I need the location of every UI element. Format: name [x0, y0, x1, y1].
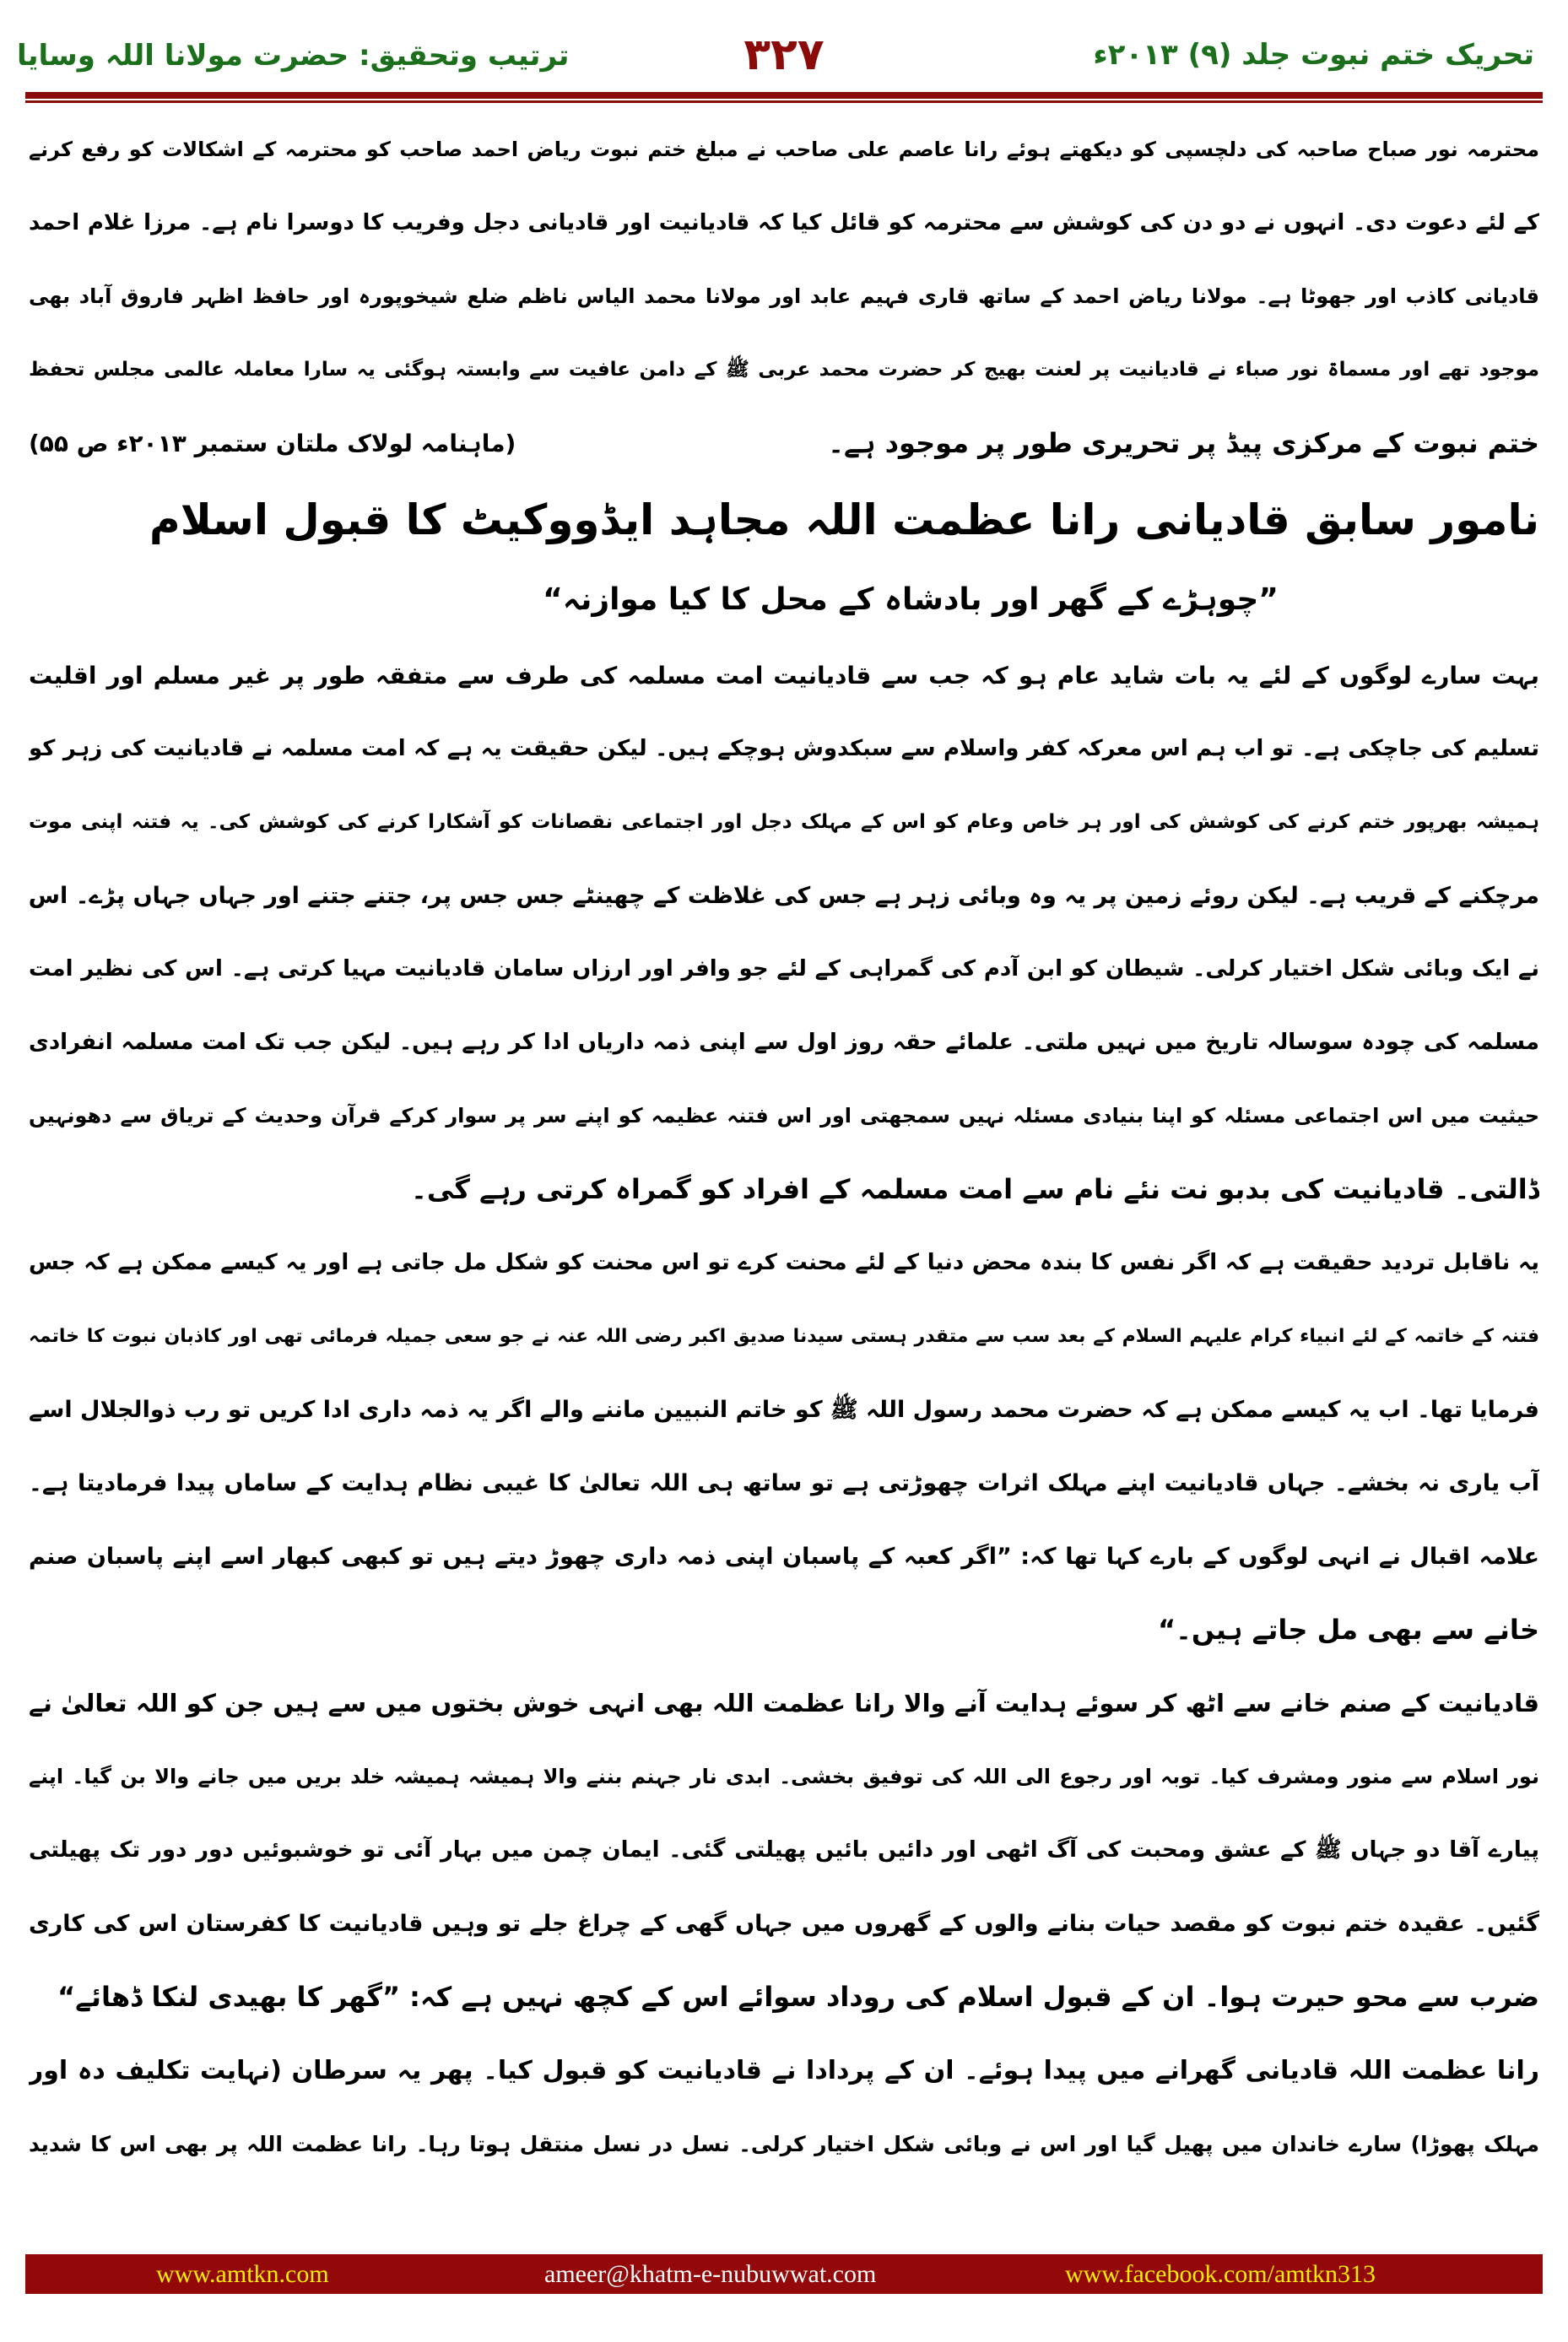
page-number: ۳۲۷ [743, 30, 825, 80]
text-line: رانا عظمت اللہ قادیانی گھرانے میں پیدا ہوئے۔ ان کے پردادا نے قادیانیت کو قبول کیا۔ پھر یہ سرطان (نہایت تکلیف دہ اور [29, 2056, 1539, 2085]
text-line: محترمہ نور صباح صاحبہ کی دلچسپی کو دیکھتے ہوئے رانا عاصم علی صاحب نے مبلغ ختم نبوت ریاض احمد صاحب کو محترمہ کے اشکالات کو رفع کرنے [29, 138, 1539, 161]
paragraph [29, 639, 1539, 1226]
text-line: فرمایا تھا۔ اب یہ کیسے ممکن ہے کہ حضرت محمد رسول اللہ ﷺ کو خاتم النبیین ماننے والے اگر یہ ذمہ داری ادا کریں تو رب ذوالجلال اسے [29, 1397, 1539, 1423]
book-title: تحریک ختم نبوت جلد (۹) ۲۰۱۳ء [1093, 38, 1534, 72]
text-line: حیثیت میں اس اجتماعی مسئلہ کو اپنا بنیادی مسئلہ نہیں سمجھتی اور اس فتنہ عظیمہ کو اپنے سر پر سوار کرکے قرآن وحدیث کے تریاق سے دھونہیں [29, 1104, 1539, 1128]
text-line: نور اسلام سے منور ومشرف کیا۔ توبہ اور رجوع الی اللہ کی توفیق بخشی۔ ابدی نار جہنم بننے والا ہمیشہ ہمیشہ خلد بریں میں جانے والا بن گیا۔ اپنے [29, 1765, 1539, 1788]
intro-paragraph [29, 113, 1539, 480]
source-citation: (ماہنامہ لولاک ملتان ستمبر ۲۰۱۳ء ص ۵۵) [29, 430, 516, 457]
footer-facebook-link[interactable]: www.facebook.com/amtkn313 [1065, 2259, 1376, 2288]
text-line: ضرب سے محو حیرت ہوا۔ ان کے قبول اسلام کی روداد سوائے اس کے کچھ نہیں ہے کہ: ”گھر کا بھیدی لنکا ڈھائے“ [57, 1981, 1539, 2013]
text-line: علامہ اقبال نے انہی لوگوں کے بارے کہا تھا کہ: ”اگر کعبہ کے پاسبان اپنی ذمہ داری چھوڑ دیتے ہیں تو کبھی کبھار اسے اپنے پاسبان صنم [29, 1544, 1539, 1570]
text-line: پیارے آقا دو جہاں ﷺ کے عشق ومحبت کی آگ اٹھی اور دائیں بائیں پھیلتی گئی۔ ایمان چمن میں بہار آئی تو خوشبوئیں دور دور تک پھیلتی [29, 1837, 1539, 1863]
text-line: بہت سارے لوگوں کے لئے یہ بات شاید عام ہو کہ جب سے قادیانیت امت مسلمہ کی طرف سے متفقہ طور پر غیر مسلم اور اقلیت [29, 662, 1539, 690]
text-line: آب یاری نہ بخشے۔ جہاں قادیانیت اپنے مہلک اثرات چھوڑتی ہے تو ساتھ ہی اللہ تعالیٰ کا غیبی نظام ہدایت کے ساماں پیدا فرمادیتا ہے۔ [29, 1470, 1539, 1496]
text-line: فتنہ کے خاتمہ کے لئے انبیاء کرام علیہم السلام کے بعد سب سے متقدر ہستی سیدنا صدیق اکبر رضی اللہ عنہ نے جو سعی جمیلہ فرمائی تھی اور کاذبان نبوت کا خاتمہ [29, 1326, 1539, 1347]
text-line: ڈالتی۔ قادیانیت کی بدبو نت نئے نام سے امت مسلمہ کے افراد کو گمراہ کرتی رہے گی۔ [411, 1173, 1539, 1205]
footer-band [25, 2254, 1543, 2294]
text-line: مہلک پھوڑا) سارے خاندان میں پھیل گیا اور اس نے وبائی شکل اختیار کرلی۔ نسل در نسل منتقل ہوتا رہا۔ رانا عظمت اللہ پر بھی اس کا شدید [29, 2132, 1539, 2156]
header-rule-thin [25, 100, 1543, 103]
text-line: نے ایک وبائی شکل اختیار کرلی۔ شیطان کو ابن آدم کی گمراہی کے لئے جو وافر اور ارزاں سامان قادیانیت مہیا کرتی ہے۔ اس کی نظیر امت [29, 956, 1539, 982]
text-line: قادیانیت کے صنم خانے سے اٹھ کر سوئے ہدایت آنے والا رانا عظمت اللہ بھی انہی خوش بختوں میں سے ہیں جن کو اللہ تعالیٰ نے [29, 1689, 1539, 1717]
text-line: کے لئے دعوت دی۔ انہوں نے دو دن کی کوشش سے محترمہ کو قائل کیا کہ قادیانیت اور قادیانی دجل وفریب کا دوسرا نام ہے۔ مرزا غلام احمد [29, 210, 1539, 235]
paragraph [29, 2034, 1539, 2181]
article-subtitle: ”چوہڑے کے گھر اور بادشاہ کے محل کا کیا موازنہ“ [543, 582, 1279, 617]
text-line: تسلیم کی جاچکی ہے۔ تو اب ہم اس معرکہ کفر واسلام سے سبکدوش ہوچکے ہیں۔ لیکن حقیقت یہ ہے کہ امت مسلمہ نے قادیانیت کی زہر کو [29, 736, 1539, 761]
text-line: یہ ناقابل تردید حقیقت ہے کہ اگر نفس کا بندہ محض دنیا کے لئے محنت کرے تو اس محنت کو شکل مل جاتی ہے اور یہ کیسے ممکن ہے کہ جس [29, 1250, 1539, 1275]
compiler-credit: ترتیب وتحقیق: حضرت مولانا اللہ وسایا [17, 38, 570, 73]
article-title: نامور سابق قادیانی رانا عظمت اللہ مجاہد ایڈووکیٹ کا قبول اسلام [149, 495, 1539, 544]
footer-email-link[interactable]: ameer@khatm-e-nubuwwat.com [544, 2259, 877, 2288]
text-line: مسلمہ کی چودہ سوسالہ تاریخ میں نہیں ملتی۔ علمائے حقہ روز اول سے اپنی ذمہ داریاں ادا کر رہے ہیں۔ لیکن جب تک امت مسلمہ انفرادی [29, 1030, 1539, 1055]
text-line: ختم نبوت کے مرکزی پیڈ پر تحریری طور پر موجود ہے۔ [828, 427, 1539, 459]
text-line: گئیں۔ عقیدہ ختم نبوت کو مقصد حیات بنانے والوں کے گھروں میں جہاں گھی کے چراغ جلے تو وہیں قادیانیت کا کفرستان اس کی کاری [29, 1911, 1539, 1937]
text-line: خانے سے بھی مل جاتے ہیں۔“ [1158, 1614, 1539, 1646]
text-line: قادیانی کاذب اور جھوٹا ہے۔ مولانا ریاض احمد کے ساتھ قاری فہیم عابد اور مولانا محمد الیاس ناظم ضلع شیخوپورہ اور حافظ اظہر فاروق آباد بھی [29, 284, 1539, 308]
text-line: موجود تھے اور مسماۃ نور صباء نے قادیانیت پر لعنت بھیج کر حضرت محمد عربی ﷺ کے دامن عافیت سے وابستہ ہوگئی یہ سارا معاملہ عالمی مجلس تحفظ [29, 359, 1539, 381]
header-rule-thick [25, 92, 1543, 99]
page-content [29, 113, 1539, 2181]
paragraph [29, 1667, 1539, 2034]
intro-last-line-row [29, 407, 1539, 480]
text-line: مرچکنے کے قریب ہے۔ لیکن روئے زمین پر یہ وہ وبائی زہر ہے جس کی غلاظت کے چھینٹے جس جس پر، جتنے جتنے اور جہاں جہاں پڑے۔ اس [29, 883, 1539, 909]
article-body [29, 639, 1539, 2181]
footer-website-link[interactable]: www.amtkn.com [156, 2259, 329, 2288]
paragraph [29, 1226, 1539, 1667]
text-line: ہمیشہ بھرپور ختم کرنے کی کوشش کی اور ہر خاص وعام کو اس کے مہلک دجل اور اجتماعی نقصانات کو آشکارا کرنے کی کوشش کی۔ یہ فتنہ اپنی موت [29, 811, 1539, 833]
